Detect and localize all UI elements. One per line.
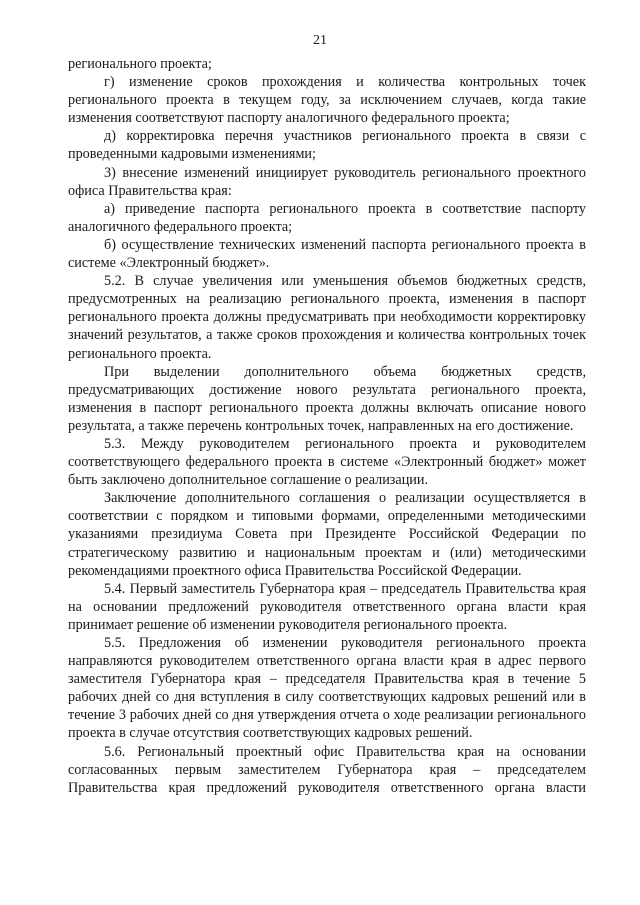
paragraph-5-2: 5.2. В случае увеличения или уменьшения объемов бюджетных средств, предусмотренных на реализацию регионального проекта, изменения в паспорт регионального проекта должны предусматривать при необходимости корректировку значений результатов, а также сроков прохождения и количества контрольных точек регионального проекта. bbox=[68, 273, 586, 362]
paragraph-item-b: б) осуществление технических изменений паспорта регионального проекта в системе «Электронный бюджет». bbox=[68, 236, 586, 272]
paragraph-item-g: г) изменение сроков прохождения и количества контрольных точек регионального проекта в текущем году, за исключением случаев, когда такие изменения соответствуют паспорту аналогичного федерального проекта; bbox=[68, 74, 586, 127]
page-number: 21 bbox=[313, 33, 327, 48]
paragraph-item-d: д) корректировка перечня участников регионального проекта в связи с проведенными кадровыми изменениями; bbox=[68, 128, 586, 163]
paragraph-continuation: регионального проекта; bbox=[68, 56, 212, 72]
paragraph-5-5: 5.5. Предложения об изменении руководителя регионального проекта направляются руководителем ответственного органа власти края в адрес первого заместителя Губернатора края – председателя Правительства края в течение 5 рабочих дней со дня вступления в силу соответствующих кадровых решений или в течение 3 рабочих дней со дня утверждения отчета о ходе реализации регионального проекта в случае отсутствия соответствующих кадровых решений. bbox=[68, 635, 586, 742]
document-body bbox=[68, 55, 586, 797]
paragraph-item-3: 3) внесение изменений инициирует руководитель регионального проектного офиса Правительства края: bbox=[68, 164, 586, 199]
paragraph-5-6: 5.6. Региональный проектный офис Правительства края на основании согласованных первым заместителем Губернатора края – председателем Правительства края предложений руководителя ответственного органа власти bbox=[68, 743, 586, 796]
paragraph-5-3-agreement: Заключение дополнительного соглашения о реализации осуществляется в соответствии с порядком и типовыми формами, определенными методическими указаниями президиума Совета при Президенте Российской Федерации по стратегическому развитию и национальным проектам и (или) методическими рекомендациями проектного офиса Правительства Российской Федерации. bbox=[68, 490, 586, 579]
paragraph-5-3: 5.3. Между руководителем регионального проекта и руководителем соответствующего федерального проекта в системе «Электронный бюджет» может быть заключено дополнительное соглашение о реализации. bbox=[68, 435, 586, 489]
paragraph-item-a: а) приведение паспорта регионального проекта в соответствие паспорту аналогичного федерального проекта; bbox=[68, 200, 586, 235]
paragraph-5-2-additional: При выделении дополнительного объема бюджетных средств, предусматривающих достижение нового результата регионального проекта, изменения в паспорт регионального проекта должны включать описание нового результата, а также перечень контрольных точек, направленных на его достижение. bbox=[68, 363, 586, 434]
paragraph-5-4: 5.4. Первый заместитель Губернатора края – председатель Правительства края на основании предложений руководителя ответственного органа власти края принимает решение об изменении руководителя регионального проекта. bbox=[68, 580, 586, 633]
